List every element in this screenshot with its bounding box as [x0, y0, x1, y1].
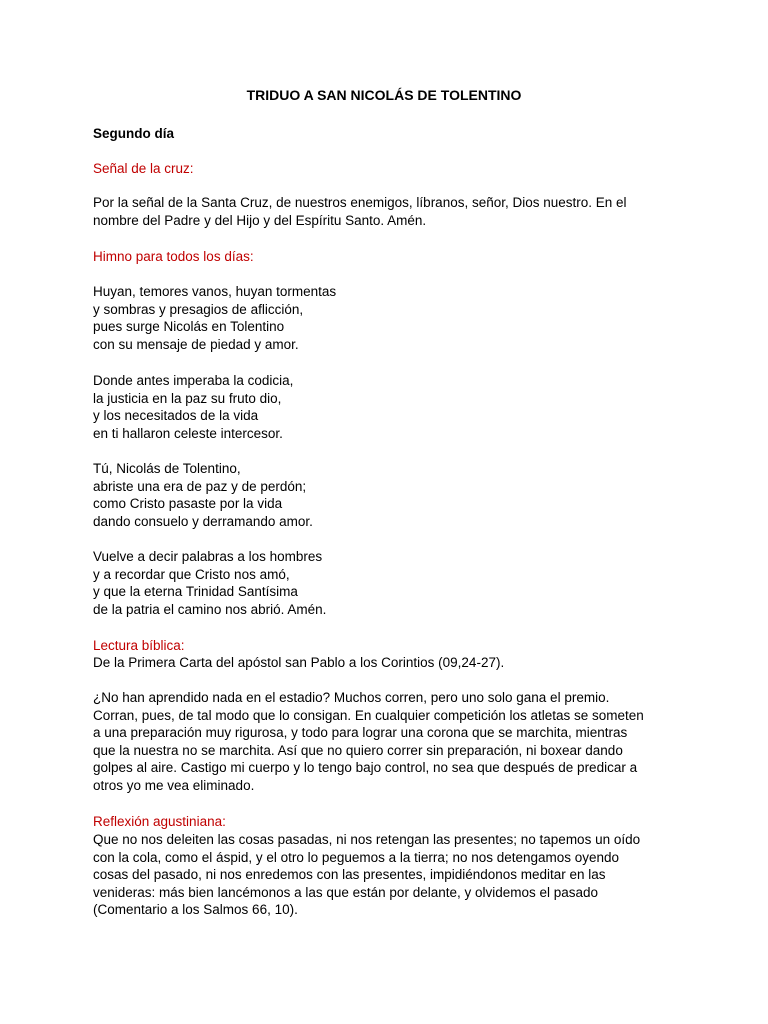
verse-line: y que la eterna Trinidad Santísima	[93, 584, 298, 599]
hymn-heading: Himno para todos los días:	[93, 249, 254, 264]
verse-line: como Cristo pasaste por la vida	[93, 496, 283, 511]
text-line: con la cola, como el áspid, y el otro lo peguemos a la tierra; no nos detengamos oyendo	[93, 849, 620, 865]
document-title: TRIDUO A SAN NICOLÁS DE TOLENTINO	[246, 87, 522, 103]
verse-line: Huyan, temores vanos, huyan tormentas	[93, 284, 337, 299]
verse-line: con su mensaje de piedad y amor.	[93, 336, 299, 352]
sign-of-cross-text	[93, 194, 627, 229]
verse-line: y sombras y presagios de aflicción,	[93, 301, 304, 317]
reading-heading: Lectura bíblica:	[93, 638, 185, 653]
verse-line: la justicia en la paz su fruto dio,	[93, 390, 282, 406]
reading-source: De la Primera Carta del apóstol san Pablo a los Corintios (09,24-27).	[93, 655, 505, 670]
hymn-stanza-2	[93, 372, 293, 442]
text-line: Por la señal de la Santa Cruz, de nuestros enemigos, líbranos, señor, Dios nuestro. En el	[93, 195, 627, 210]
text-line: Que no nos deleiten las cosas pasadas, ni nos retengan las presentes; no tapemos un oído	[93, 832, 641, 847]
text-line: ¿No han aprendido nada en el estadio? Muchos corren, pero uno solo gana el premio.	[93, 690, 610, 705]
verse-line: Vuelve a decir palabras a los hombres	[93, 549, 323, 564]
text-line: otros yo me vea eliminado.	[93, 777, 255, 793]
reflection-heading: Reflexión agustiniana:	[93, 814, 226, 829]
text-line: Corran, pues, de tal modo que lo consigan. En cualquier competición los atletas se someten	[93, 707, 644, 723]
verse-line: y los necesitados de la vida	[93, 408, 259, 423]
verse-line: Donde antes imperaba la codicia,	[93, 373, 294, 388]
hymn-stanza-3	[93, 460, 313, 530]
verse-line: dando consuelo y derramando amor.	[93, 513, 313, 529]
sign-of-cross-heading: Señal de la cruz:	[93, 161, 194, 176]
text-line: a una preparación muy rigurosa, y todo para lograr una corona que se marchita, mientras	[93, 725, 628, 740]
reading-text	[93, 689, 644, 794]
verse-line: en ti hallaron celeste intercesor.	[93, 425, 283, 441]
text-line: nombre del Padre y del Hijo y del Espíritu Santo. Amén.	[93, 212, 427, 228]
text-line: golpes al aire. Castigo mi cuerpo y lo tengo bajo control, no sea que después de predicar a	[93, 760, 638, 775]
verse-line: y a recordar que Cristo nos amó,	[93, 566, 290, 582]
text-line: venideras: más bien lancémonos a las que están por delante, y olvidemos el pasado	[93, 884, 599, 900]
reflection-text	[93, 831, 640, 919]
verse-line: pues surge Nicolás en Tolentino	[93, 319, 285, 334]
verse-line: Tú, Nicolás de Tolentino,	[93, 461, 241, 476]
text-line: cosas del pasado, ni nos enredemos con las presentes, impidiéndonos meditar en las	[93, 867, 606, 882]
text-line: (Comentario a los Salmos 66, 10).	[93, 902, 298, 917]
hymn-stanza-4	[93, 548, 326, 618]
day-label: Segundo día	[93, 126, 174, 141]
hymn-stanza-1	[93, 283, 336, 353]
verse-line: de la patria el camino nos abrió. Amén.	[93, 601, 327, 617]
text-line: que la nuestra no se marchita. Así que no quiero correr sin preparación, ni boxear dando	[93, 742, 623, 758]
verse-line: abriste una era de paz y de perdón;	[93, 478, 307, 494]
